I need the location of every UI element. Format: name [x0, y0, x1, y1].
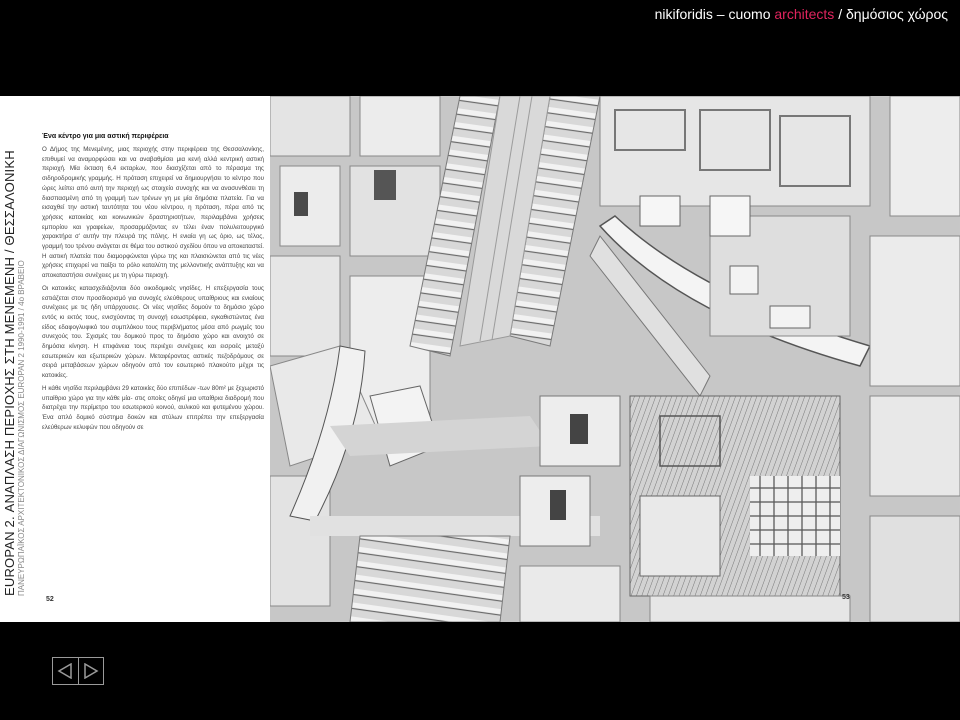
article-paragraph: Ο Δήμος της Μενεμένης, μιας περιοχής στην περιφέρεια της Θεσσαλονίκης, επιθυμεί να αναμορφώσει και να αναβαθμίσει μια κενή αλλά κεντρική αστική περιοχή. Μία έκταση 6,4 εκταρίων, που διασχίζεται από το πέρασμα της σιδηροδρομικής γραμμής. Η πρόταση επιχειρεί να δημιουργήσει το κέντρο που ώρες λείπει από αυτή την περιοχή ως στοιχείο συνοχής και να ανασυνθέσει τη διασπασμένη από τη γραμμή των τρένων γη με μία δημόσια πλατεία. Για να εισαχθεί την αστική ταυτότητα του νέου κέντρου, η πρόταση, πέρα από τις χρήσεις κατοικίας και κοινωνικών δραστηριοτήτων, περιλαμβάνει χρήσεις εμπορίου και γραφείων, προσαρμόζοντας εν τέλει έναν πολυλειτουργικό χαρακτήρα σ' αυτήν την πλευρά της πόλης. Η ενιαία γη ως όριο, ως τέλος, γραμμή του τρένου ανάγεται σε θέμα του αστικού σχεδίου όπου να αποκαταστεί. Η αστική πλατεία που διαμορφώνεται γύρω της και πλαισιώνεται από τις νέες χρήσεις επιχειρεί να παίξει το ρόλο καταλύτη της μελλοντικής ανάπτυξης και να αποκαταστήσει συνέχειες με τη γύρω περιοχή. — [42, 146, 264, 280]
page-number-right: 53 — [842, 594, 850, 601]
spine-title-main: EUROPAN 2. ΑΝΑΠΛΑΣΗ ΠΕΡΙΟΧΗΣ ΣΤΗ ΜΕΝΕΜΕΝΗ / ΘΕΣΣΑΛΟΝΙΚΗ — [2, 150, 17, 596]
article-paragraph: Η κάθε νησίδα περιλαμβάνει 29 κατοικίες δύο επιπέδων -των 80m² με ξεχωριστό υπαίθριο χώρο για την κάθε μία- στις οποίες οδηγεί μια υπαίθρια διαδρομή που διατρέχει την περίμετρο του εσωτερικού κοινού, αυλικού και φυτεμένου χώρου. Ένα απλό δομικό σύστημα δοκών και στύλων επιτρέπει την επεξεργασία ελεύθερων κελυφών που οδηγούν σε — [42, 384, 264, 431]
spine-title-sub: ΠΑΝΕΥΡΩΠΑΪΚΟΣ ΑΡΧΙΤΕΚΤΟΝΙΚΟΣ ΔΙΑΓΩΝΙΣΜΟΣ EUROPAN 2 1990-1991 / 4ο ΒΡΑΒΕΙΟ — [17, 260, 26, 596]
header-prefix: nikiforidis – cuomo — [654, 6, 775, 22]
article-title: Ένα κέντρο για μια αστική περιφέρεια — [42, 133, 169, 140]
article-paragraph: Οι κατοικίες κατασχεδιάζονται δύο οικοδομικές νησίδες. Η επεξεργασία τους εστιάζεται στον προσδιορισμό για συνοχές ελεύθερους υπαίθριους και ενιαίους συνέχειες με τις ήδη υπάρχουσες. Οι νέες νησίδες δομούν το δημόσιο χώρο εντός κι εκτός τους, ενισχύοντας τη συνοχή εσωστρέφεια, εγκαθιστώντας ένα είδος εδαφογλυφικό του συμπλόκου τους περιβλήματος μέσα από ρωγμές του συνεχούς του. Σχισμές του δομικού προς το δημόσιο χώρο και ανοιχτό σε δημόσια κίνηση. Η επιφάνεια τους περιέχει συνέχειες και εισροές μεταξύ εσωτερικών και εξωτερικών χώρων. Μεταφέροντας αστικές πεζοδρόμους σε σειρά μεταβάσεων χώρων οδηγούν από τον εσωτερικό πλακούτο μέχρι τις κατοικίες. — [42, 284, 264, 380]
header-separator: / — [834, 6, 846, 22]
article-text — [42, 132, 264, 435]
left-page — [0, 96, 270, 622]
previous-slide-button[interactable] — [53, 658, 78, 684]
book-spread — [0, 96, 960, 622]
presentation-header — [655, 6, 948, 22]
page-number-left: 52 — [46, 596, 54, 603]
next-slide-button[interactable] — [78, 658, 104, 684]
header-accent: architects — [774, 6, 835, 22]
slide-navigation — [52, 657, 104, 685]
triangle-left-icon — [56, 663, 74, 679]
architectural-model-photo — [270, 96, 960, 622]
spine-title — [2, 106, 32, 596]
triangle-right-icon — [82, 663, 100, 679]
header-suffix: δημόσιος χώρος — [845, 6, 948, 22]
